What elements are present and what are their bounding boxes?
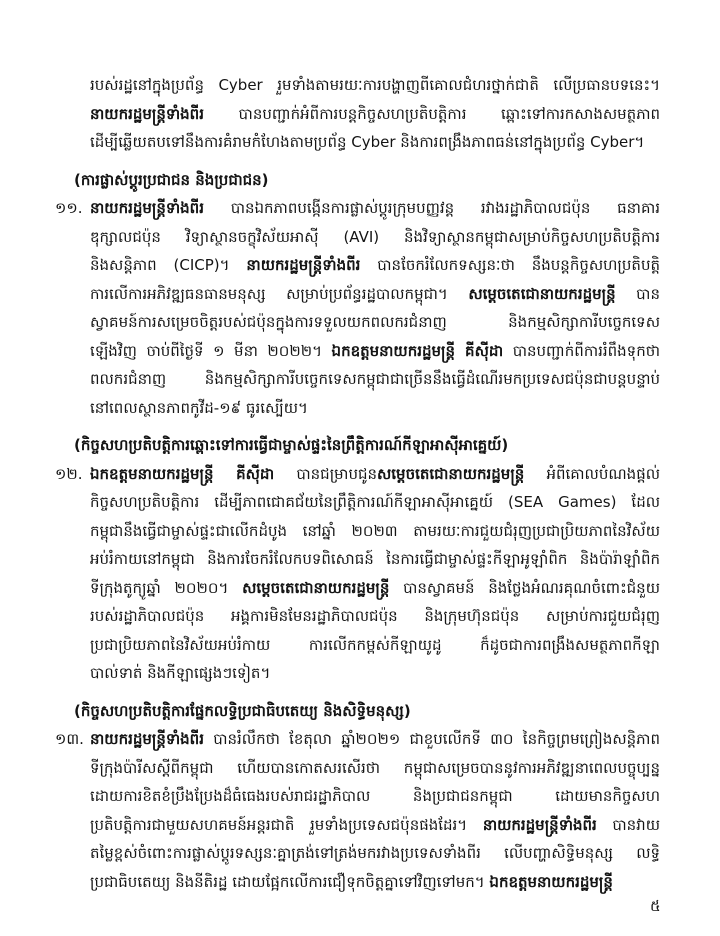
section-heading: (ការផ្លាស់ប្តូរប្រជាជន និងប្រជាជន) xyxy=(74,170,269,189)
text-segment: បានស្វាគមន៍ និងថ្លែងអំណរគុណចំពោះជំនួយ xyxy=(389,578,660,597)
bold-text: ឯកឧត្តមនាយករដ្ឋមន្ត្រី xyxy=(489,872,613,891)
text-line xyxy=(90,488,660,517)
paragraph-number: ១១. xyxy=(55,199,83,217)
section-heading: (កិច្ចសហប្រតិបត្តិការឆ្ពោះទៅការធ្វើជាម្ចាស់ផ្ទះនៃព្រឹត្តិការណ៍កីឡាអាស៊ីអាគ្នេយ៍) xyxy=(74,436,509,454)
text-line xyxy=(90,631,660,660)
text-line xyxy=(90,71,660,100)
text-segment: បានបញ្ជាក់ពីការរំពឹងទុកថា xyxy=(503,341,660,360)
text-segment: កិច្ចសហប្រតិបត្តិការ ដើម្បីភាពជោគជ័យនៃព្រឹត្តិការណ៍កីឡាអាស៊ីអាគ្នេយ៍ (SEA Games) ដែល xyxy=(90,493,660,511)
text-segment: ដោយការខិតខំប្រឹងប្រែងដ៏ធំធេងរបស់រាជរដ្ឋាភិបាល និងប្រជាជនកម្ពុជា ដោយមានកិច្ចសហ xyxy=(90,787,660,805)
text-line xyxy=(90,659,660,688)
text-line xyxy=(90,517,660,546)
text-line xyxy=(90,782,660,811)
paragraph xyxy=(0,194,720,422)
bold-text: សម្តេចតេជោនាយករដ្ឋមន្ត្រី xyxy=(242,578,390,597)
text-line xyxy=(90,280,660,309)
text-line xyxy=(90,194,660,223)
text-line xyxy=(90,223,660,252)
text-line xyxy=(90,839,660,868)
text-segment: ការលើការអភិវឌ្ឍធនធានមនុស្ស សម្រាប់ប្រព័ន្ធរដ្ឋបាលកម្ពុជា។ xyxy=(90,284,469,303)
text-segment: បានជម្រាបជូន xyxy=(274,464,378,483)
bold-text: នាយករដ្ឋមន្ត្រីទាំងពីរ xyxy=(246,256,361,274)
text-line xyxy=(90,100,660,129)
text-segment: បាន xyxy=(615,284,660,303)
text-line xyxy=(90,128,660,157)
text-line xyxy=(90,574,660,603)
bold-text: សម្តេចតេជោនាយករដ្ឋមន្ត្រី xyxy=(377,464,525,483)
page-number: ៥ xyxy=(650,897,661,915)
text-segment: និងសន្តិភាព (CICP)។ xyxy=(90,256,247,274)
text-segment: ប្រតិបត្តិការជាមួយសហគមន៍អន្តរជាតិ រួមទាំងប្រទេសជប៉ុនផងដែរ។ xyxy=(90,815,483,834)
text-segment: ប្រជាធិបតេយ្យ និងនីតិរដ្ឋ ដោយផ្អែកលើការជឿទុកចិត្តគ្នាទៅវិញទៅមក។ xyxy=(90,872,490,891)
text-segment: របស់រដ្ឋនៅក្នុងប្រព័ន្ធ Cyber រួមទាំងតាមរយៈការបង្ហាញពីគោលជំហរថ្នាក់ជាតិ លើប្រធានបទនេះ។ xyxy=(90,76,660,94)
text-segment: កម្ពុជានឹងធ្វើជាម្ចាស់ផ្ទះជាលើកដំបូង នៅឆ្នាំ ២០២៣ តាមរយៈការជួយជំរុញប្រជាប្រិយភាពនៃវិស័យ xyxy=(90,521,660,540)
bold-text: ឯកឧត្តមនាយករដ្ឋមន្ត្រី គីស៊ីដា xyxy=(331,341,504,360)
text-segment: ទីក្រុងប៉ារីសស្តីពីកម្ពុជា ហើយបានកោតសរសើរថា កម្ពុជាសម្រេចបាននូវការអភិវឌ្ឍនាពេលបច្ចុប្បន្ន xyxy=(90,758,660,777)
text-segment: ពលករជំនាញ និងកម្មសិក្សាការីបច្ចេកទេសកម្ពុជាជាច្រើននឹងធ្វើដំណើរមកប្រទេសជប៉ុនជាបន្តបន្ទាប់ xyxy=(90,370,660,388)
text-segment: បានឯកភាពបង្កើនការផ្លាស់ប្តូរក្រុមបញ្ញវន្ត រវាងរដ្ឋាភិបាលជប៉ុន ធនាគារ xyxy=(203,199,660,217)
text-line xyxy=(90,365,660,394)
text-line xyxy=(90,811,660,840)
text-line xyxy=(90,602,660,631)
text-line xyxy=(90,394,660,423)
text-line xyxy=(90,251,660,280)
bold-text: ឯកឧត្តមនាយករដ្ឋមន្ត្រី គីស៊ីដា xyxy=(90,464,275,483)
paragraph xyxy=(0,460,720,688)
text-segment: របស់រដ្ឋាភិបាលជប៉ុន អង្គការមិនមែនរដ្ឋាភិបាលជប៉ុន និងក្រុមហ៊ុនជប៉ុន សម្រាប់ការជួយជំរុញ xyxy=(90,607,660,625)
text-segment: នៅពេលស្ថានភាពកូវីដ-១៩ ធូរស្បើយ។ xyxy=(90,398,308,417)
paragraph xyxy=(0,71,720,157)
bold-text: សម្តេចតេជោនាយករដ្ឋមន្ត្រី xyxy=(468,284,616,303)
text-segment: អប់រំកាយនៅកម្ពុជា និងការចែករំលែកបទពិសោធន៍ នៃការធ្វើជាម្ចាស់ផ្ទះកីឡាអូឡាំពិក និងប៉ារ៉ាឡាំពិក xyxy=(90,550,660,568)
text-segment: ស្វាគមន៍ការសម្រេចចិត្តរបស់ជប៉ុនក្នុងការទទួលយកពលករជំនាញ និងកម្មសិក្សាការីបច្ចេកទេស xyxy=(90,313,660,331)
section-heading: (កិច្ចសហប្រតិបត្តិការផ្នែកលទ្ធិប្រជាធិបតេយ្យ និងសិទ្ធិមនុស្ស) xyxy=(74,701,411,720)
text-line xyxy=(90,868,660,897)
text-line xyxy=(90,545,660,574)
text-line xyxy=(90,460,660,489)
text-line xyxy=(90,337,660,366)
text-segment: បានបញ្ជាក់អំពីការបន្តកិច្ចសហប្រតិបត្តិការ ឆ្ពោះទៅការកសាងសមត្ថភាព xyxy=(203,104,660,123)
text-line xyxy=(90,754,660,783)
paragraph-number: ១២. xyxy=(55,464,83,483)
page-body xyxy=(0,71,720,896)
text-segment: អំពីគោលបំណងផ្តល់ xyxy=(524,464,660,483)
text-segment: ប្រជាប្រិយភាពនៃវិស័យអប់រំកាយ ការលើកកម្ពស់កីឡាយូដូ ក៏ដូចជាការពង្រឹងសមត្ថភាពកីឡា xyxy=(90,635,660,654)
bold-text: នាយករដ្ឋមន្ត្រីទាំងពីរ xyxy=(482,815,597,834)
text-segment: តម្លៃខ្ពស់ចំពោះការផ្លាស់ប្តូរទស្សនៈគ្នាត្រង់ទៅត្រង់មករវាងប្រទេសទាំងពីរ លើបញ្ហាសិទ្ធិមនុស្ស លទ្ធិ xyxy=(90,844,660,862)
text-segment: ទីក្រុងតូក្យូឆ្នាំ ២០២០។ xyxy=(90,578,243,597)
text-segment: បានវាយ xyxy=(596,815,660,834)
text-segment: ឌុក្សាលជប៉ុន វិទ្យាស្ថានចក្ខុវិស័យអាស៊ី (AVI) និងវិទ្យាស្ថានកម្ពុជាសម្រាប់កិច្ចសហប្រតិបត្តិការ xyxy=(90,227,660,246)
bold-text: នាយករដ្ឋមន្ត្រីទាំងពីរ xyxy=(90,730,204,748)
text-line xyxy=(90,725,660,754)
text-segment: បានរំលឹកថា ខែតុលា ឆ្នាំ២០២១ ជាខួបលើកទី ៣០ នៃកិច្ចព្រមព្រៀងសន្តិភាព xyxy=(203,730,660,748)
bold-text: នាយករដ្ឋមន្ត្រីទាំងពីរ xyxy=(90,199,204,217)
text-line xyxy=(90,308,660,337)
text-segment: ដើម្បីឆ្លើយតបទៅនឹងការគំរាមកំហែងតាមប្រព័ន្ធ Cyber និងការពង្រឹងភាពធន់នៅក្នុងប្រព័ន្ធ Cyber។ xyxy=(90,133,645,151)
paragraph xyxy=(0,725,720,896)
text-segment: បានចែករំលែកទស្សនៈថា នឹងបន្តកិច្ចសហប្រតិបត្តិ xyxy=(360,256,660,274)
bold-text: នាយករដ្ឋមន្ត្រីទាំងពីរ xyxy=(90,104,204,123)
text-segment: ឡើងវិញ ចាប់ពីថ្ងៃទី ១ មីនា ២០២២។ xyxy=(90,341,332,360)
text-segment: បាល់ទាត់ និងកីឡាផ្សេងៗទៀត។ xyxy=(90,664,271,682)
paragraph-number: ១៣. xyxy=(55,730,84,748)
